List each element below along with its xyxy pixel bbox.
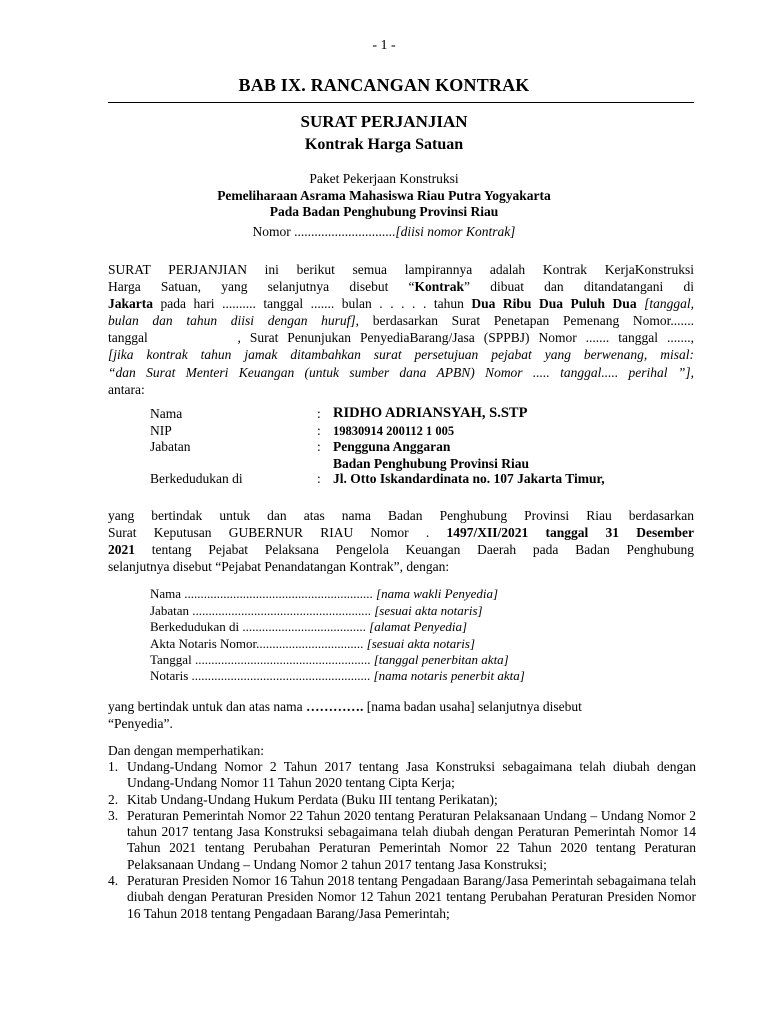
contract-number-line: [0, 224, 768, 240]
intro-line: [jika kontrak tahun jamak ditambahkan surat persetujuan pejabat yang berwenang, misal:: [108, 347, 694, 363]
intro-line: Jakarta pada hari .......... tanggal ....... bulan . . . . . tahun Dua Ribu Dua Puluh Dua [tanggal,: [108, 296, 694, 312]
list-item: 1. Undang-Undang Nomor 2 Tahun 2017 tentang Jasa Konstruksi sebagaimana telah diubah dengan Undang-Undang Nomor 11 Tahun 2020 tentang Cipta Kerja;: [108, 759, 696, 791]
considering-label: Dan dengan memperhatikan:: [108, 743, 264, 758]
party2-row: Akta Notaris Nomor................................. [sesuai akta notaris]: [150, 636, 475, 651]
intro-paragraph: [108, 261, 694, 398]
page-number: - 1 -: [372, 38, 396, 53]
acting-paragraph-2: yang bertindak untuk dan atas nama …………. [nama badan usaha] selanjutnya disebut “Penyedia”.: [108, 699, 582, 732]
party2-row: Berkedudukan di ...................................... [alamat Penyedia]: [150, 619, 468, 634]
package-name-line-2: Pada Badan Penghubung Provinsi Riau: [269, 204, 499, 219]
party2-row: Tanggal ...................................................... [tanggal penerbitan akta]: [150, 652, 509, 667]
intro-line: bulan dan tahun diisi dengan huruf], berdasarkan Surat Penetapan Pemenang Nomor.......: [108, 313, 694, 329]
package-label: Paket Pekerjaan Konstruksi: [309, 171, 459, 186]
contract-number-label: Nomor ..............................: [252, 224, 396, 239]
list-item: 2. Kitab Undang-Undang Hukum Perdata (Buku III tentang Perikatan);: [108, 791, 498, 807]
party2-row: Nama .......................................................... [nama wakli Penyedia]: [150, 586, 499, 601]
list-item: 3. Peraturan Pemerintah Nomor 22 Tahun 2020 tentang Peraturan Pelaksanaan Undang – Undang Nomor 2 tahun 2017 tentang Jasa Konstruksi sebagaimana telah diubah dengan Peraturan Pemerintah Nomor 14 Tahun 2021 tentang Perubahan Peraturan Pemerintah Nomor 22 Tahun 2020 tentang Peraturan Pelaksanaan Undang – Undang Nomor 2 tahun 2017 tentang Jasa Konstruksi;: [108, 807, 696, 872]
party2-row: Notaris ....................................................... [nama notaris penerbit akta]: [150, 668, 525, 683]
list-item: 4. Peraturan Presiden Nomor 16 Tahun 2018 tentang Pengadaan Barang/Jasa Pemerintah sebagaimana telah diubah dengan Peraturan Presiden Nomor 12 Tahun 2021 tentang Perubahan Peraturan Presiden Nomor 16 Tahun 2018 tentang Pengadaan Barang/Jasa Pemerintah;: [108, 873, 696, 921]
chapter-title: BAB IX. RANCANGAN KONTRAK: [238, 75, 530, 95]
document-title: SURAT PERJANJIAN: [300, 112, 468, 131]
contract-number-hint: [diisi nomor Kontrak]: [395, 224, 516, 239]
intro-line: tanggal , Surat Penunjukan PenyediaBarang/Jasa (SPPBJ) Nomor ....... tanggal .......,: [108, 330, 694, 346]
document-page: - 1 - BAB IX. RANCANGAN KONTRAK SURAT PERJANJIAN Kontrak Harga Satuan Paket Pekerjaan Konstruksi Pemeliharaan Asrama Mahasiswa Riau Putra Yogyakarta Pada Badan Penghubung Provinsi Riau Nomor ..............................[diisi nomor Kontrak] SURAT PERJANJIAN ini berikut semua lampirannya adalah Kontrak KerjaKonstruksi Harga Satuan, yang selanjutnya disebut “Kontrak” dibuat dan ditandatangani di Jakarta pada hari .......... tanggal ....... bulan . . . . . tahun Dua Ribu Dua Puluh Dua [tanggal, bulan dan tahun diisi dengan huruf], berdasarkan Surat Penetapan Pemenang Nomor....... tanggal , Surat Penunjukan PenyediaBarang/Jasa (SPPBJ) Nomor ....... tanggal ......., [jika kontrak tahun jamak ditambahkan surat persetujuan pejabat yang berwenang, misal: “dan Surat Menteri Keuangan (untuk sumber dana APBN) Nomor ..... tanggal..... perihal ”], antara: Nama : RIDHO ADRIANSYAH, S.STP NIP : 19830914 200112 1 005 Jabatan : Pengguna Anggaran Badan Penghubung Provinsi Riau Berkedudukan di : Jl. Otto Iskandardinata no. 107 Jakarta Timur, yang bertindak untuk dan atas nama Badan Penghubung Provinsi Riau berdasarkan Surat Keputusan GUBERNUR RIAU Nomor . 1497/XII/2021 tanggal 31 Desember 2021 tentang Pejabat Pelaksana Pengelola Keuangan Daerah pada Badan Penghubung selanjutnya disebut “Pejabat Penandatangan Kontrak”, dengan: Nama .......................................................... [nama wakli Penyedia] Jabatan ....................................................... [sesuai akta notaris] Berkedudukan di ...................................... [alamat Penyedia] Akta Notaris Nomor................................. [sesuai akta notaris] Tanggal ...................................................... [tanggal penerbitan akta] Notaris ....................................................... [nama notaris penerbit akta] yang bertindak untuk dan atas nama …………. [nama badan usaha] selanjutnya disebut “Penyedia”. Dan dengan memperhatikan: 1. Undang-Undang Nomor 2 Tahun 2017 tentang Jasa Konstruksi sebagaimana telah diubah dengan Undang-Undang Nomor 11 Tahun 2020 tentang Cipta Kerja; 2. Kitab Undang-Undang Hukum Perdata (Buku III tentang Perikatan); 3. Peraturan Pemerintah Nomor 22 Tahun 2020 tentang Peraturan Pelaksanaan Undang – Undang Nomor 2 tahun 2017 tentang Jasa Konstruksi sebagaimana telah diubah dengan Peraturan Pemerintah Nomor 14 Tahun 2021 tentang Perubahan Peraturan Pemerintah Nomor 22 Tahun 2020 tentang Peraturan Pelaksanaan Undang – Undang Nomor 2 tahun 2017 tentang Jasa Konstruksi; 4. Peraturan Presiden Nomor 16 Tahun 2018 tentang Pengadaan Barang/Jasa Pemerintah sebagaimana telah diubah dengan Peraturan Presiden Nomor 12 Tahun 2021 tentang Perubahan Peraturan Presiden Nomor 16 Tahun 2018 tentang Pengadaan Barang/Jasa Pemerintah;: [0, 0, 768, 1024]
package-name-line-1: Pemeliharaan Asrama Mahasiswa Riau Putra Yogyakarta: [217, 188, 551, 203]
intro-line: “dan Surat Menteri Keuangan (untuk sumber dana APBN) Nomor ..... tanggal..... perihal ”],: [108, 364, 694, 380]
acting-paragraph-1: yang bertindak untuk dan atas nama Badan Penghubung Provinsi Riau berdasarkan Surat Keputusan GUBERNUR RIAU Nomor . 1497/XII/2021 tanggal 31 Desember 2021 tentang Pejabat Pelaksana Pengelola Keuangan Daerah pada Badan Penghubung selanjutnya disebut “Pejabat Penandatangan Kontrak”, dengan:: [108, 508, 694, 575]
intro-line: antara:: [108, 381, 145, 397]
document-subtitle: Kontrak Harga Satuan: [304, 136, 464, 153]
intro-line: SURAT PERJANJIAN ini berikut semua lampirannya adalah Kontrak KerjaKonstruksi: [108, 262, 694, 277]
title-divider: [108, 102, 694, 103]
party2-row: Jabatan ....................................................... [sesuai akta notaris]: [150, 603, 483, 618]
considering-list: [108, 759, 696, 922]
intro-line: Harga Satuan, yang selanjutnya disebut “Kontrak” dibuat dan ditandatangani di: [108, 279, 694, 295]
